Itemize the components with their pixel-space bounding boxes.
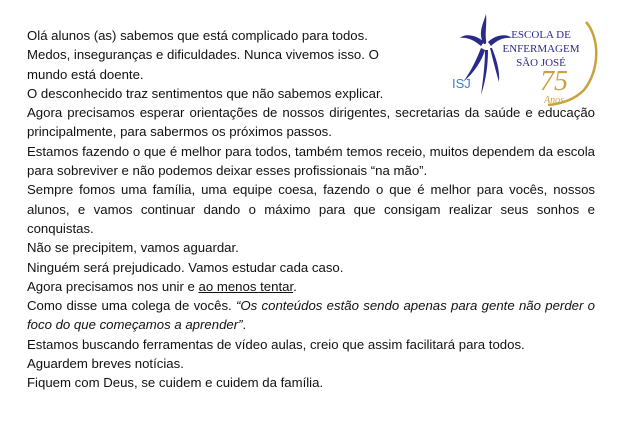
paragraph-video-classes: Estamos buscando ferramentas de vídeo aulas, creio que assim facilitará para todos. [27, 336, 525, 352]
logo-line-2: ENFERMAGEM [502, 43, 580, 55]
paragraph-family: Sempre fomos uma família, uma equipe coesa, fazendo o que é melhor para vocês, nossos alunos, e vamos continuar dando o máximo para que consigam realizar seus sonhos e conquistas. [27, 182, 595, 236]
paragraph-unite [27, 277, 595, 296]
paragraph-no-harm: Ninguém será prejudicado. Vamos estudar cada caso. [27, 259, 344, 275]
logo-years-word: Anos [544, 95, 564, 106]
unite-end: . [293, 278, 297, 294]
paragraph-news: Aguardem breves notícias. [27, 356, 184, 372]
logo-line-1: ESCOLA DE [511, 29, 571, 41]
paragraph-guidance: Agora precisamos esperar orientações de nossos dirigentes, secretarias da saúde e educação principalmente, para sabermos os próximos passos. [27, 105, 595, 140]
underlined-phrase: ao menos tentar [198, 278, 294, 294]
paragraph-fears: Medos, inseguranças e dificuldades. Nunca vivemos isso. O mundo está doente. [27, 47, 379, 82]
logo-line-3: SÃO JOSÉ [516, 57, 566, 69]
paragraph-unknown: O desconhecido traz sentimentos que não sabemos explicar. [27, 85, 384, 101]
unite-text: Agora precisamos nos unir e [27, 278, 199, 294]
paragraph-greeting: Olá alunos (as) sabemos que está complicado para todos. [27, 28, 368, 43]
paragraph-quote [27, 296, 595, 335]
quote-intro: Como disse uma colega de vocês. [27, 298, 236, 314]
paragraph-wait: Não se precipitem, vamos aguardar. [27, 240, 239, 256]
paragraph-farewell: Fiquem com Deus, se cuidem e cuidem da família. [27, 375, 324, 391]
letter-body [27, 26, 595, 393]
logo-acronym: ISJ [452, 76, 471, 91]
paragraph-best-for-all: Estamos fazendo o que é melhor para todos, também temos receio, muitos dependem da escola para sobreviver e não podemos deixar esses profissionais “na mão”. [27, 143, 595, 179]
logo-years: 75 [540, 66, 568, 97]
student-quote: “Os conteúdos estão sendo apenas para gente não perder o foco do que começamos a aprender” [27, 298, 595, 333]
quote-end: . [242, 317, 247, 333]
